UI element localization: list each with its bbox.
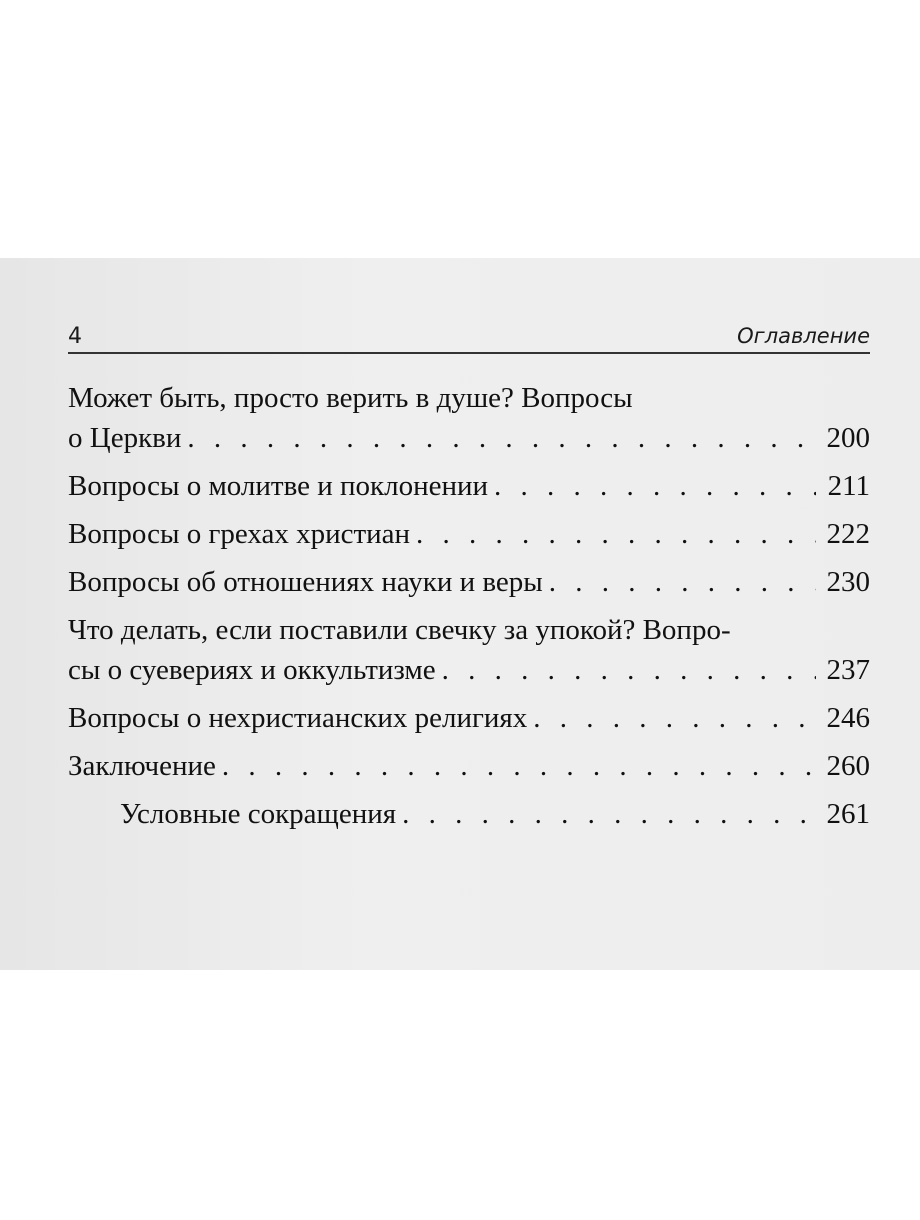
toc-entry-page: 246	[826, 702, 870, 734]
toc-entry	[68, 746, 870, 786]
dot-leader	[494, 466, 816, 506]
page-number: 4	[68, 324, 82, 349]
toc-entry-last-line	[68, 650, 870, 690]
toc-entry-page: 237	[826, 654, 870, 686]
toc-entry-last-line	[120, 794, 870, 834]
toc-entry-title: сы о суевериях и оккультизме	[68, 654, 436, 686]
toc-entry-page: 222	[826, 518, 870, 550]
table-of-contents	[68, 378, 870, 842]
toc-entry	[68, 378, 870, 458]
dot-leader	[533, 698, 816, 738]
running-title: Оглавление	[737, 324, 870, 348]
toc-entry-title: Заключение	[68, 750, 216, 782]
toc-entry	[68, 562, 870, 602]
dot-leader	[416, 514, 816, 554]
toc-entry	[68, 466, 870, 506]
toc-entry	[68, 610, 870, 690]
toc-entry-title-line: Что делать, если поставили свечку за упокой? Вопро-	[68, 614, 731, 646]
page-header	[68, 322, 870, 354]
dot-leader	[402, 794, 816, 834]
toc-entry-title: Вопросы о молитве и поклонении	[68, 470, 489, 502]
toc-entry-page: 200	[826, 422, 870, 454]
toc-entry-title: Вопросы об отношениях науки и веры	[68, 566, 543, 598]
toc-entry	[68, 514, 870, 554]
toc-entry-page: 260	[826, 750, 870, 782]
toc-entry-title-line: Может быть, просто верить в душе? Вопросы	[68, 382, 633, 414]
toc-entry-last-line	[68, 698, 870, 738]
dot-leader	[549, 562, 816, 602]
dot-leader	[222, 746, 816, 786]
toc-entry-title: Вопросы о нехристианских религиях	[68, 702, 528, 734]
toc-entry	[68, 698, 870, 738]
toc-entry-title: Вопросы о грехах христиан	[68, 518, 411, 550]
dot-leader	[442, 650, 816, 690]
toc-entry-title: о Церкви	[68, 422, 182, 454]
toc-entry-last-line	[68, 514, 870, 554]
toc-entry-last-line	[68, 746, 870, 786]
toc-entry-last-line	[68, 562, 870, 602]
toc-entry-last-line	[68, 418, 870, 458]
toc-entry-title: Условные сокращения	[120, 798, 397, 830]
toc-entry-page: 211	[827, 470, 870, 502]
dot-leader	[187, 418, 816, 458]
toc-entry-page: 261	[826, 798, 870, 830]
toc-entry-page: 230	[826, 566, 870, 598]
toc-entry	[68, 794, 870, 834]
toc-entry-last-line	[68, 466, 870, 506]
